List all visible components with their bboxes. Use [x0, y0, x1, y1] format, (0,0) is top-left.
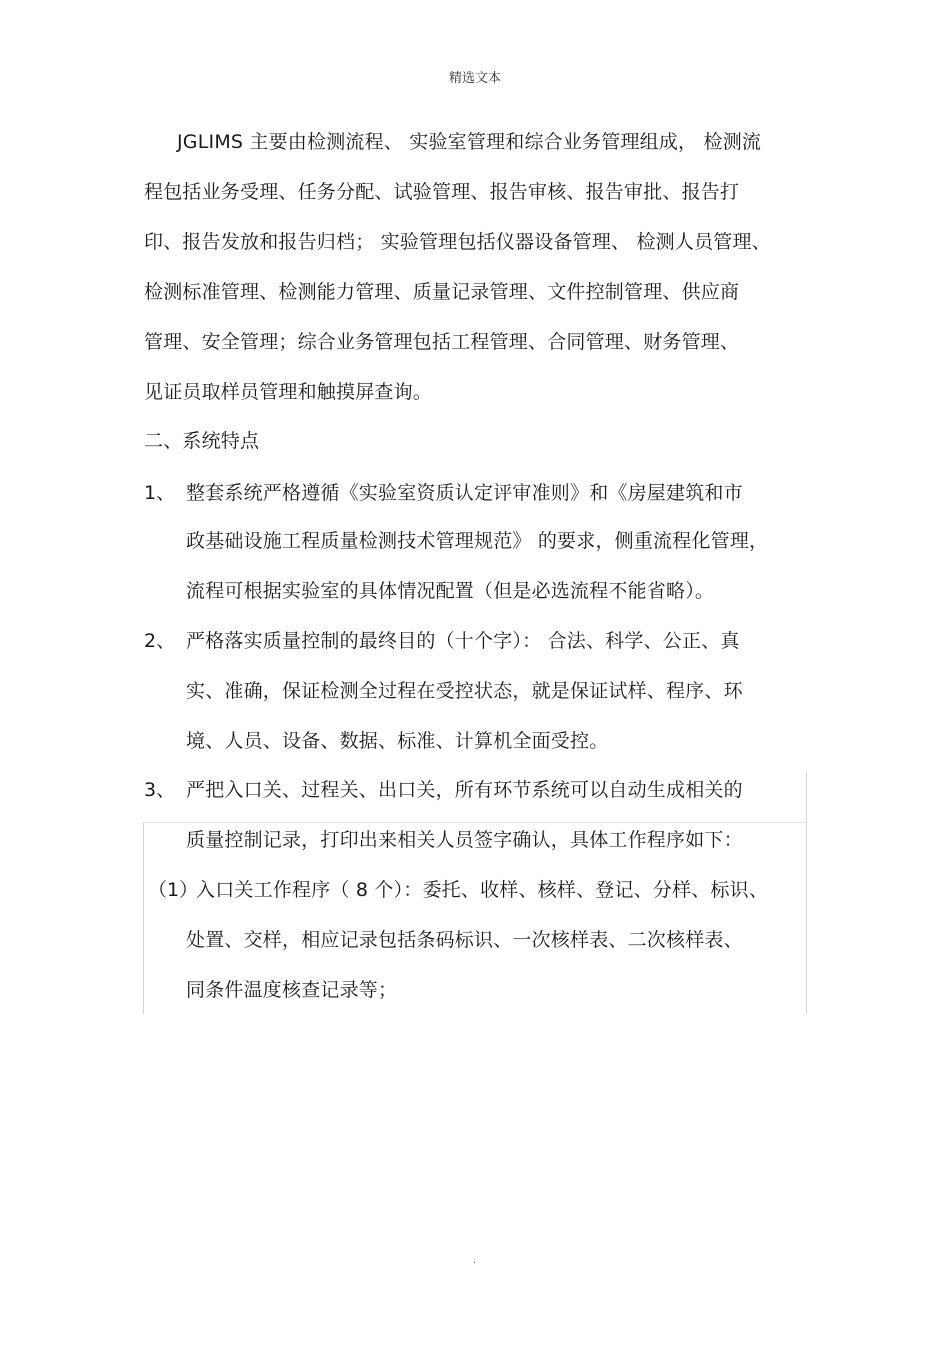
paragraph-line: 印、报告发放和报告归档； 实验管理包括仪器设备管理、 检测人员管理、	[144, 231, 771, 253]
table-rule-left	[143, 822, 144, 1014]
list-number: 3、	[144, 779, 176, 801]
list-item-line: 严格落实质量控制的最终目的（十个字）： 合法、科学、公正、真	[186, 630, 740, 652]
sub-list-item-line: 入口关工作程序（ 8 个）：委托、收样、核样、登记、分样、标识、	[196, 879, 769, 901]
sub-list-number: （1）	[148, 879, 199, 901]
list-item-line: 整套系统严格遵循《实验室资质认定评审准则》和《房屋建筑和市	[186, 482, 743, 504]
sub-list-item-line: 处置、交样，相应记录包括条码标识、一次核样表、二次核样表、	[186, 929, 743, 951]
paragraph-line: 程包括业务受理、任务分配、试验管理、报告审核、报告审批、报告打	[144, 181, 740, 203]
paragraph-line: JGLIMS 主要由检测流程、 实验室管理和综合业务管理组成， 检测流	[177, 131, 762, 153]
list-item-line: 流程可根据实验室的具体情况配置（但是必选流程不能省略）。	[186, 580, 715, 602]
footer-mark: .	[473, 1255, 477, 1266]
section-heading: 二、系统特点	[144, 430, 260, 452]
table-rule-top	[143, 822, 807, 823]
paragraph-line: 见证员取样员管理和触摸屏查询。	[144, 381, 433, 403]
list-item-line: 政基础设施工程质量检测技术管理规范》 的要求，侧重流程化管理，	[186, 530, 769, 552]
list-number: 2、	[144, 630, 176, 652]
list-number: 1、	[144, 482, 176, 504]
paragraph-line: 检测标准管理、检测能力管理、质量记录管理、文件控制管理、供应商	[144, 281, 740, 303]
sub-list-item-line: 同条件温度核查记录等；	[186, 979, 398, 1001]
list-item-line: 严把入口关、过程关、出口关，所有环节系统可以自动生成相关的	[186, 779, 743, 801]
table-rule-right	[806, 772, 807, 1014]
paragraph-line: 管理、安全管理；综合业务管理包括工程管理、合同管理、财务管理、	[144, 331, 740, 353]
list-item-line: 境、人员、设备、数据、标准、计算机全面受控。	[186, 730, 609, 752]
page-header: 精选文本	[448, 71, 501, 86]
list-item-line: 实、准确，保证检测全过程在受控状态，就是保证试样、程序、环	[186, 680, 743, 702]
list-item-line: 质量控制记录，打印出来相关人员签字确认，具体工作程序如下：	[186, 829, 743, 851]
